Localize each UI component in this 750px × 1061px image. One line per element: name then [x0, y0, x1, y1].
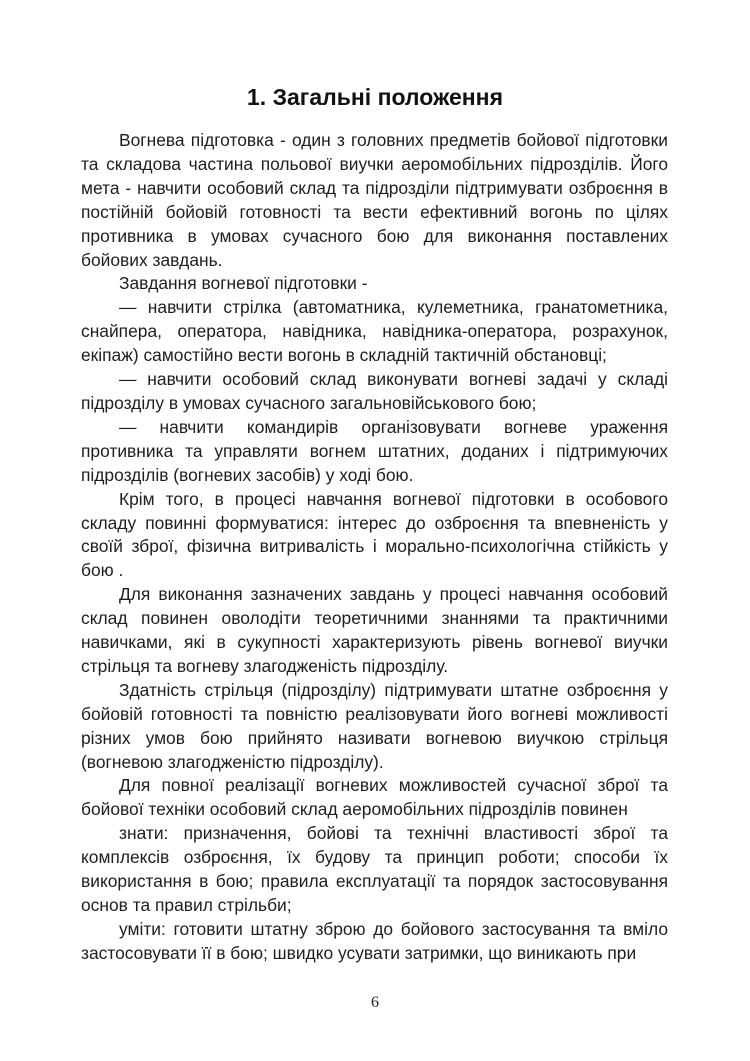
- body-text: [81, 129, 668, 966]
- paragraph: Вогнева підготовка - один з головних предметів бойової підготовки та складова частина польової виучки аеромобільних підрозділів. Його мета - навчити особовий склад та підрозділи підтримувати озброєння в постійній бойовій готовності та вести ефективний вогонь по цілях противника в умовах сучасного бою для виконання поставлених бойових завдань.: [81, 130, 668, 270]
- page-title: 1. Загальні положення: [247, 84, 503, 110]
- page-number: 6: [371, 994, 379, 1011]
- paragraph: Для повної реалізації вогневих можливостей сучасної зброї та бойової техніки особовий склад аеромобільних підрозділів повинен: [81, 775, 668, 820]
- paragraph: Здатність стрільця (підрозділу) підтримувати штатне озброєння у бойовій готовності та повністю реалізовувати його вогневі можливості різних умов бою прийнято називати вогневою виучкою стрільця (вогневою злагодженістю підрозділу).: [81, 679, 668, 772]
- paragraph: Для виконання зазначених завдань у процесі навчання особовий склад повинен оволодіти теоретичними знаннями та практичними навичками, які в сукупності характеризують рівень вогневої виучки стрільця та вогневу злагодженість підрозділу.: [81, 584, 668, 676]
- paragraph: уміти: готовити штатну зброю до бойового застосування та вміло застосовувати її в бою; швидко усувати затримки, що виникають при: [81, 918, 668, 963]
- list-item: — навчити стрілка (автоматника, кулеметника, гранатометника, снайпера, оператора, навідника, навідника-оператора, розрахунок, екіпаж) самостійно вести вогонь в складній тактичній обстановці;: [81, 297, 668, 366]
- paragraph: Завдання вогневої підготовки -: [119, 273, 368, 294]
- paragraph: Крім того, в процесі навчання вогневої підготовки в особового складу повинні формуватися: інтерес до озброєння та впевненість у своїй зброї, фізична витривалість і морально-психологічна стійкість у бою .: [81, 488, 668, 581]
- list-item: — навчити особовий склад виконувати вогневі задачі у складі підрозділу в умовах сучасного загальновійськового бою;: [81, 369, 668, 413]
- list-item: — навчити командирів організовувати вогневе ураження противника та управляти вогнем штатних, доданих і підтримуючих підрозділів (вогневих засобів) у ході бою.: [81, 416, 668, 485]
- paragraph: знати: призначення, бойові та технічні властивості зброї та комплексів озброєння, їх будову та принцип роботи; способи їх використання в бою; правила експлуатації та порядок застосовування основ та правил стрільби;: [81, 823, 668, 915]
